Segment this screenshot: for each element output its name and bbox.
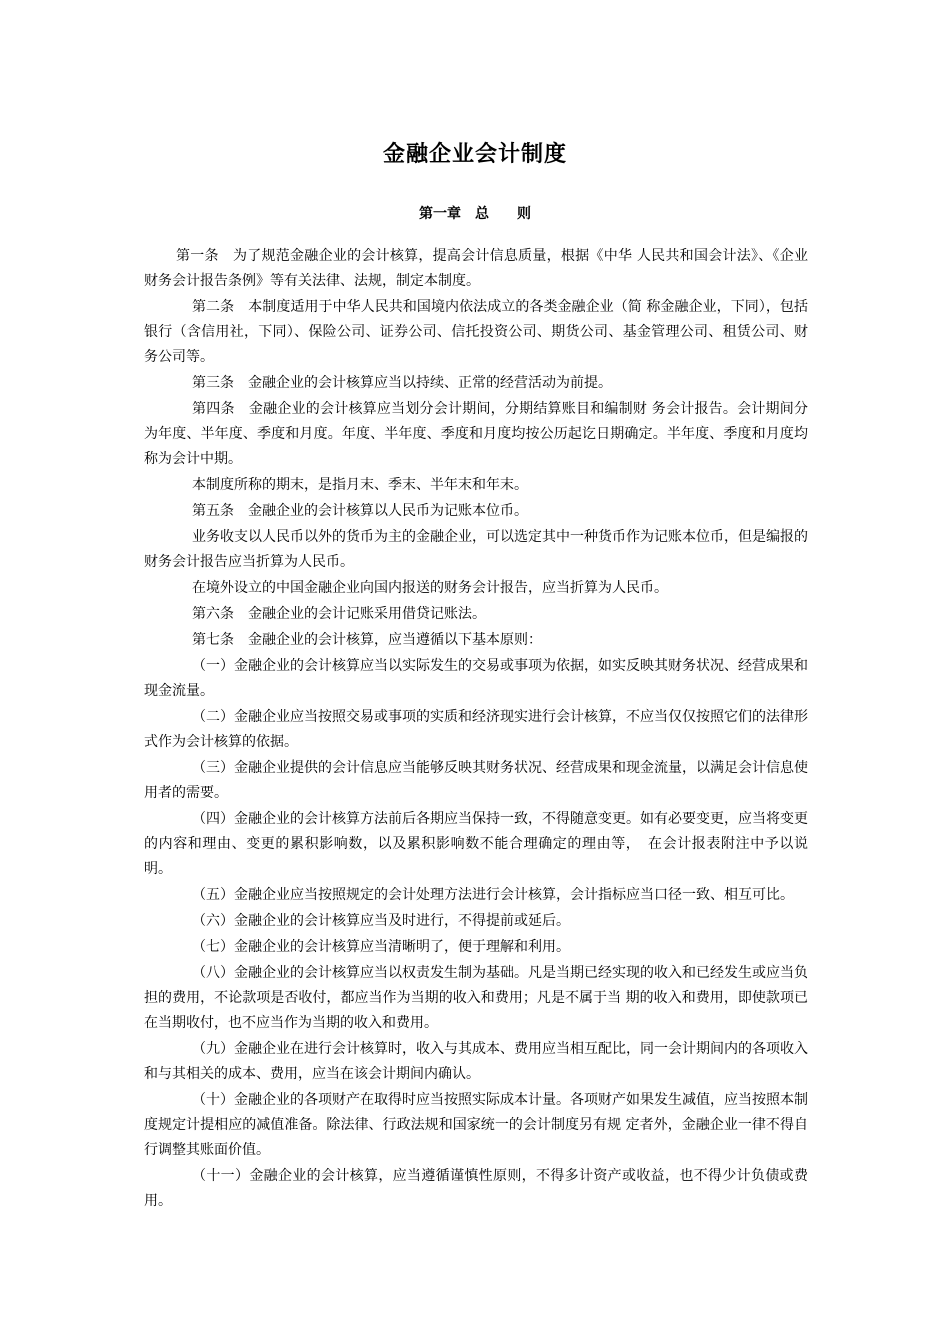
paragraph-overseas: 在境外设立的中国金融企业向国内报送的财务会计报告，应当折算为人民币。: [192, 580, 668, 596]
article-4: 第四条 金融企业的会计核算应当划分会计期间，分期结算账目和编制财 务会计报告。会计期间分为年度、半年度、季度和月度。年度、半年度、季度和月度均按公历起讫日期确定。半年度、季度和月度均称为会计中期。: [144, 401, 808, 467]
document-body: [144, 244, 808, 1215]
article-3: 第三条 金融企业的会计核算应当以持续、正常的经营活动为前提。: [192, 375, 612, 391]
article-5: 第五条 金融企业的会计核算以人民币为记账本位币。: [192, 503, 528, 519]
article-6: 第六条 金融企业的会计记账采用借贷记账法。: [192, 606, 486, 622]
paragraph-period-end: 本制度所称的期末，是指月末、季末、半年末和年末。: [192, 477, 528, 493]
paragraph-foreign-currency: 业务收支以人民币以外的货币为主的金融企业，可以选定其中一种货币作为记账本位币，但是编报的财务会计报告应当折算为人民币。: [144, 529, 808, 570]
document-title: 金融企业会计制度: [382, 142, 567, 167]
principle-7: （七）金融企业的会计核算应当清晰明了，便于理解和利用。: [192, 939, 570, 955]
article-1: 第一条 为了规范金融企业的会计核算，提高会计信息质量，根据《中华 人民共和国会计法》、《企业财务会计报告条例》等有关法律、法规，制定本制度。: [144, 248, 808, 289]
principle-2: （二）金融企业应当按照交易或事项的实质和经济现实进行会计核算，不应当仅仅按照它们的法律形式作为会计核算的依据。: [144, 709, 808, 750]
principle-5: （五）金融企业应当按照规定的会计处理方法进行会计核算，会计指标应当口径一致、相互可比。: [192, 887, 794, 903]
principle-8: （八）金融企业的会计核算应当以权责发生制为基础。凡是当期已经实现的收入和已经发生或应当负担的费用，不论款项是否收付，都应当作为当期的收入和费用；凡是不属于当 期的收入和费用，即使款项已在当期收付，也不应当作为当期的收入和费用。: [144, 965, 808, 1031]
principle-11: （十一）金融企业的会计核算，应当遵循谨慎性原则，不得多计资产或收益，也不得少计负债或费用。: [144, 1168, 808, 1209]
article-2: 第二条 本制度适用于中华人民共和国境内依法成立的各类金融企业（简 称金融企业，下同），包括银行（含信用社，下同）、保险公司、证券公司、信托投资公司、期货公司、基金管理公司、租赁公司、财务公司等。: [144, 299, 808, 365]
principle-10: （十）金融企业的各项财产在取得时应当按照实际成本计量。各项财产如果发生减值，应当按照本制度规定计提相应的减值准备。除法律、行政法规和国家统一的会计制度另有规 定者外，金融企业一律不得自行调整其账面价值。: [144, 1092, 808, 1158]
article-7: 第七条 金融企业的会计核算，应当遵循以下基本原则：: [192, 632, 542, 648]
principle-4: （四）金融企业的会计核算方法前后各期应当保持一致，不得随意变更。如有必要变更，应当将变更的内容和理由、变更的累积影响数，以及累积影响数不能合理确定的理由等， 在会计报表附注中予以说明。: [144, 811, 808, 877]
principle-6: （六）金融企业的会计核算应当及时进行，不得提前或延后。: [192, 913, 570, 929]
principle-9: （九）金融企业在进行会计核算时，收入与其成本、费用应当相互配比，同一会计期间内的各项收入和与其相关的成本、费用，应当在该会计期间内确认。: [144, 1041, 808, 1082]
principle-1: （一）金融企业的会计核算应当以实际发生的交易或事项为依据，如实反映其财务状况、经营成果和现金流量。: [144, 658, 808, 699]
chapter-heading: 第一章 总 则: [419, 206, 531, 222]
principle-3: （三）金融企业提供的会计信息应当能够反映其财务状况、经营成果和现金流量，以满足会计信息使用者的需要。: [144, 760, 808, 801]
